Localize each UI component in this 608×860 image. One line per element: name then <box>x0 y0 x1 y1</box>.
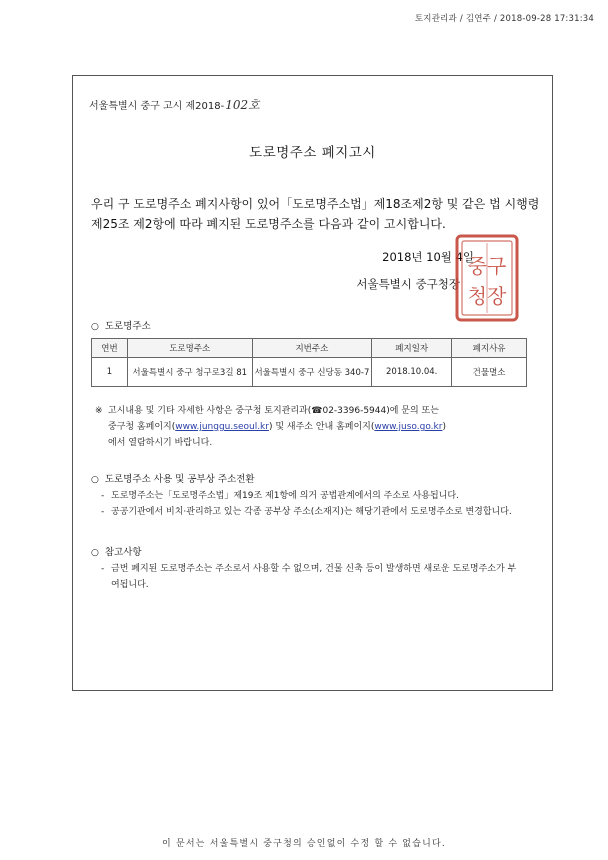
note-line-3: 에서 열람하시기 바랍니다. <box>108 438 213 448</box>
dash-bullet-icon: - <box>101 491 105 501</box>
page-title: 도로명주소 폐지고시 <box>249 145 376 161</box>
usage-list <box>101 488 521 520</box>
section-heading-road-address <box>91 318 151 332</box>
dash-bullet-icon: - <box>101 507 105 517</box>
issuer-name: 서울특별시 중구청장 <box>356 277 460 291</box>
cell-no: 1 <box>92 358 128 387</box>
notice-date: 2018년 10월 4일 <box>382 250 474 264</box>
notice-frame <box>72 75 553 691</box>
reference-mark-icon: ※ <box>95 406 103 416</box>
official-seal-stamp <box>453 233 521 323</box>
document-footer-notice: 이 문서는 서울특별시 중구청의 승인없이 수정 할 수 없습니다. <box>162 839 446 849</box>
juso-homepage-link[interactable]: www.juso.go.kr <box>374 422 443 432</box>
section-heading-usage <box>91 471 255 485</box>
intro-line-2: 제25조 제2항에 따라 폐지된 도로명주소를 다음과 같이 고시합니다. <box>91 217 446 231</box>
junggu-homepage-link[interactable]: www.junggu.seoul.kr <box>175 422 269 432</box>
cell-road-address: 서울특별시 중구 청구로3길 81 <box>127 358 252 387</box>
list-item: - 금번 폐지된 도로명주소는 주소로서 사용할 수 없으며, 건물 신축 등이 발생하면 새로운 도로명주소가 부여됩니다. <box>101 561 521 593</box>
circle-bullet-icon: ○ <box>91 475 99 485</box>
dash-bullet-icon: - <box>101 564 105 574</box>
note-line-1: 고시내용 및 기타 자세한 사항은 중구청 토지관리과(☎02-3396-5944)에 문의 또는 <box>108 406 439 416</box>
notice-number-prefix: 서울특별시 중구 고시 제2018- <box>89 101 225 112</box>
reference-list <box>101 561 521 593</box>
road-address-table <box>91 338 527 387</box>
table-row <box>92 358 527 387</box>
col-header-road-address: 도로명주소 <box>127 339 252 358</box>
seal-text-1: 중구 <box>467 254 507 278</box>
col-header-lot-address: 지번주소 <box>252 339 372 358</box>
col-header-no: 연번 <box>92 339 128 358</box>
col-header-abolish-reason: 폐지사유 <box>452 339 527 358</box>
note-line-2-mid: ) 및 새주소 안내 홈페이지( <box>268 422 375 432</box>
circle-bullet-icon: ○ <box>91 322 99 332</box>
intro-line-1: 우리 구 도로명주소 폐지사항이 있어「도로명주소법」제18조제2항 및 같은 법 시행령 <box>91 197 540 211</box>
note-line-2 <box>108 419 525 435</box>
circle-bullet-icon: ○ <box>91 548 99 558</box>
table-header-row <box>92 339 527 358</box>
cell-abolish-date: 2018.10.04. <box>372 358 452 387</box>
notice-number-handwritten: 102호 <box>225 98 260 112</box>
document-meta-header: 토지관리과 / 김연주 / 2018-09-28 17:31:34 <box>414 14 594 24</box>
list-item: - 공공기관에서 비치·관리하고 있는 각종 공부상 주소(소재지)는 해당기관에서 도로명주소로 변경합니다. <box>101 504 521 520</box>
inquiry-note <box>95 403 525 451</box>
list-item: - 도로명주소는「도로명주소법」제19조 제1항에 의거 공법관계에서의 주소로 사용됩니다. <box>101 488 521 504</box>
cell-lot-address: 서울특별시 중구 신당동 340-7 <box>252 358 372 387</box>
notice-number <box>89 96 260 113</box>
section-heading-text: 도로명주소 사용 및 공부상 주소전환 <box>104 474 255 485</box>
section-heading-reference <box>91 544 142 558</box>
section-heading-text: 참고사항 <box>104 547 142 558</box>
note-line-2-pre: 중구청 홈페이지( <box>108 422 176 432</box>
section-heading-text: 도로명주소 <box>104 321 151 332</box>
cell-abolish-reason: 건물멸소 <box>452 358 527 387</box>
intro-paragraph <box>91 194 540 234</box>
seal-text-2: 청장 <box>467 284 507 308</box>
col-header-abolish-date: 폐지일자 <box>372 339 452 358</box>
note-line-2-post: ) <box>442 422 446 432</box>
